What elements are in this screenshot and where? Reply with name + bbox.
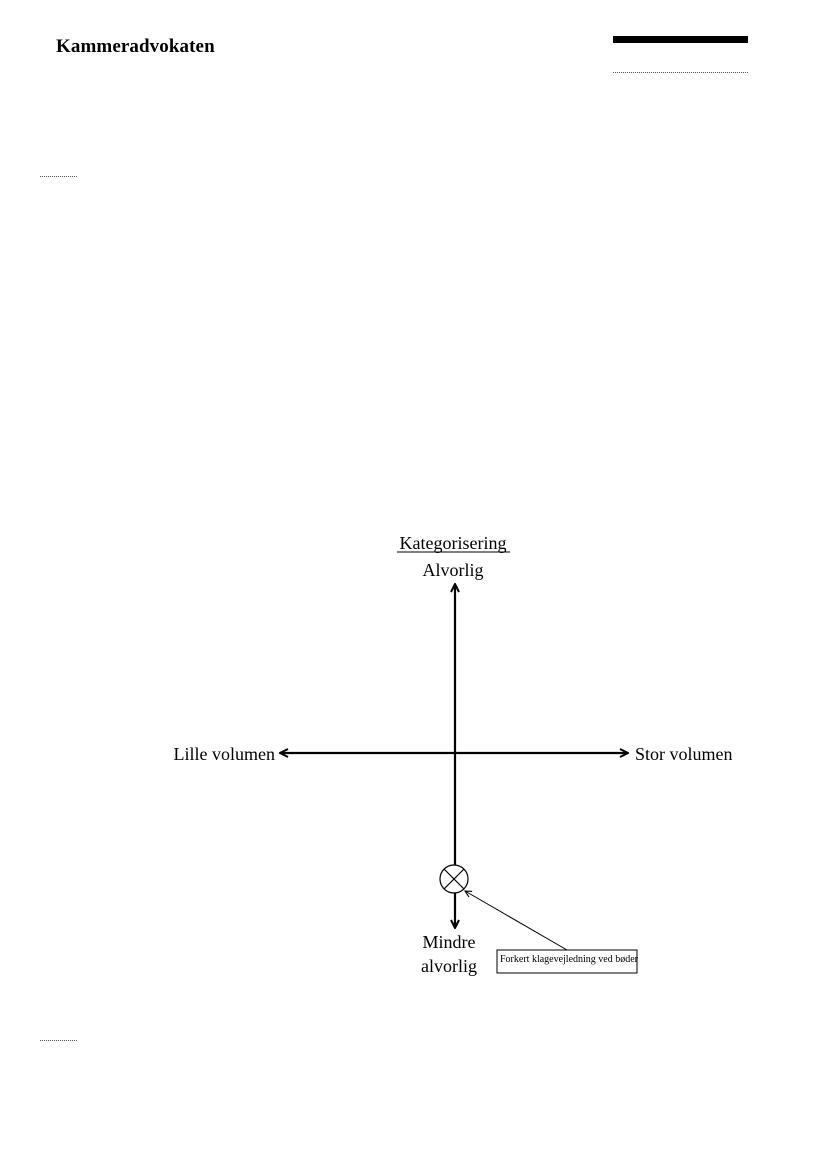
- axis-label-bottom-line2: alvorlig: [421, 956, 477, 976]
- axis-label-bottom-line1: Mindre: [422, 932, 476, 952]
- callout-pointer: [465, 891, 567, 950]
- callout-text: Forkert klagevejledning ved bøder: [500, 954, 639, 965]
- axis-label-right: Stor volumen: [635, 744, 733, 764]
- axis-label-top: Alvorlig: [422, 560, 484, 580]
- axis-label-left: Lille volumen: [173, 744, 275, 764]
- circle-cross-icon: [440, 865, 468, 893]
- callout-box: [497, 950, 639, 973]
- diagram-heading: Kategorisering: [399, 533, 507, 553]
- brand-name: Kammeradvokaten: [56, 36, 215, 57]
